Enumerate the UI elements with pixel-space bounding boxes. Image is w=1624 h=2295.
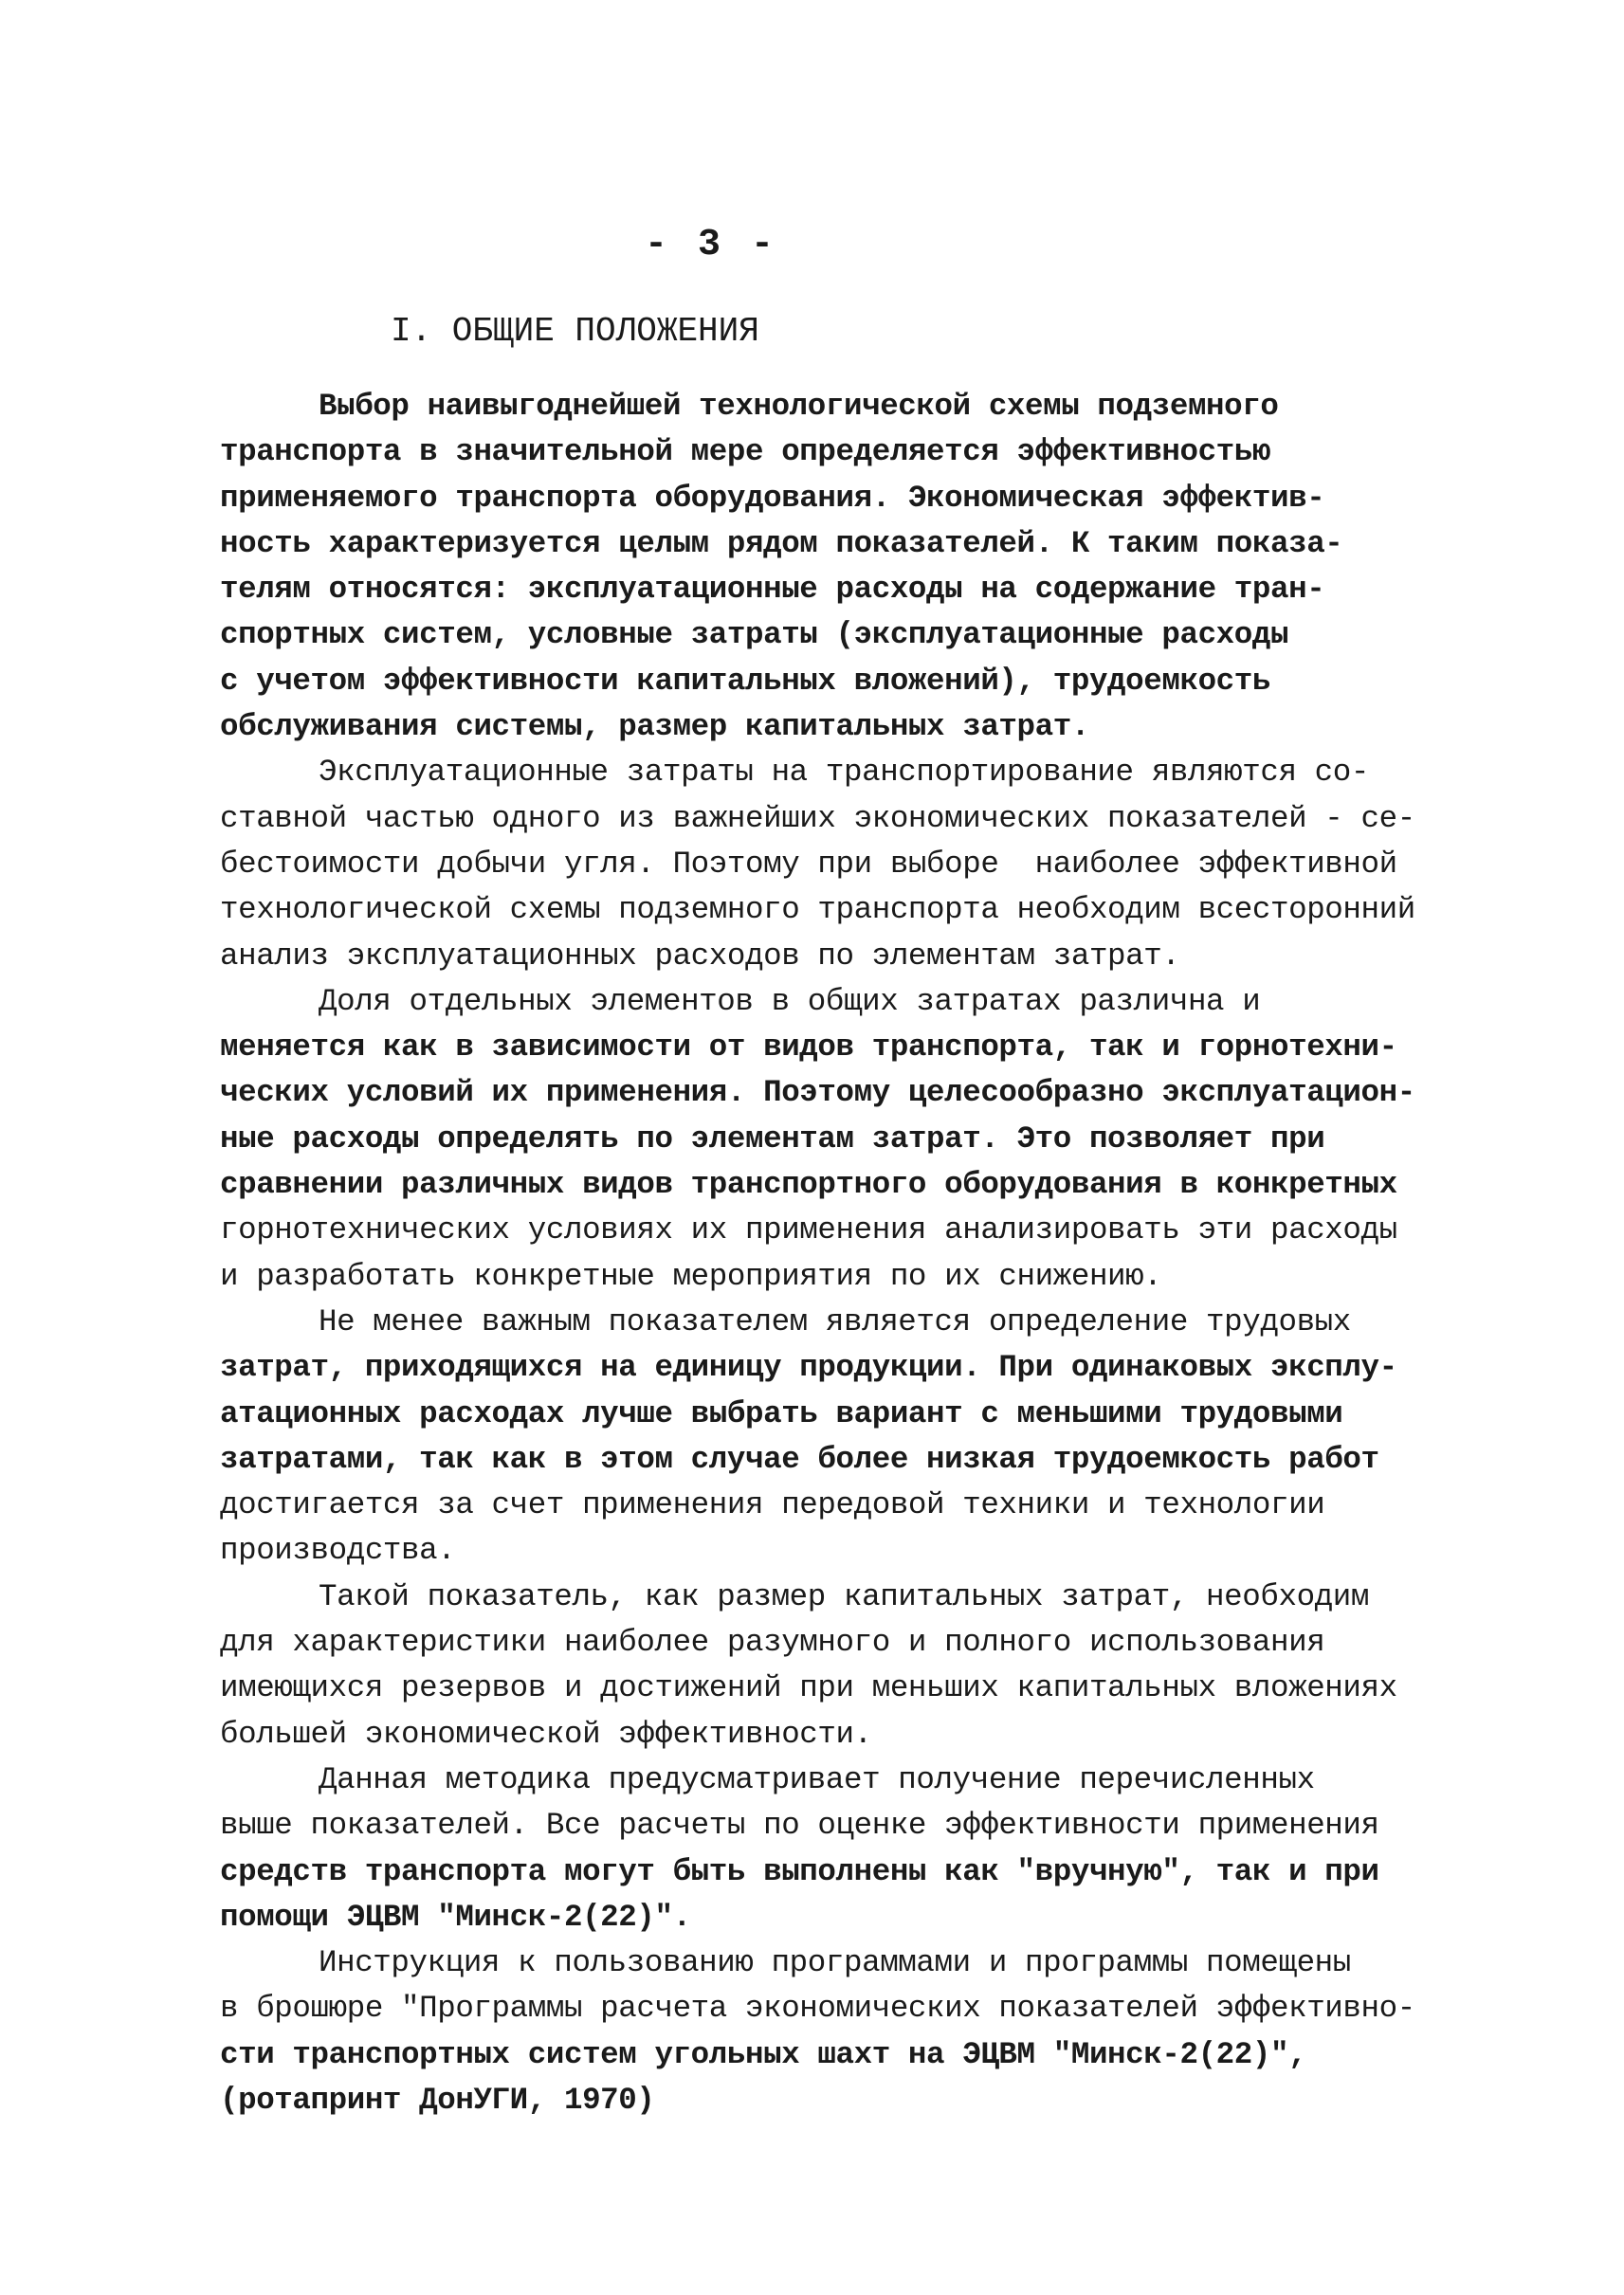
text-line: Выбор наивыгоднейшей технологической схемы подземного [319,389,1279,424]
text-line: производства. [220,1533,456,1569]
text-line: для характеристики наиболее разумного и полного использования [220,1625,1325,1661]
text-line: применяемого транспорта оборудования. Экономическая эффектив- [220,480,1325,516]
text-line: достигается за счет применения передовой техники и технологии [220,1487,1325,1523]
section-heading: I. ОБЩИЕ ПОЛОЖЕНИЯ [391,312,759,351]
text-line: имеющихся резервов и достижений при меньших капитальных вложениях [220,1670,1397,1706]
body-text [220,384,1452,2123]
text-line: (ротапринт ДонУГИ, 1970) [220,2082,655,2118]
text-line: телям относятся: эксплуатационные расходы на содержание тран- [220,572,1325,608]
text-line: ческих условий их применения. Поэтому целесообразно эксплуатацион- [220,1075,1415,1111]
text-line: сравнении различных видов транспортного оборудования в конкретных [220,1167,1397,1203]
text-line: Данная методика предусматривает получение перечисленных [319,1761,1315,1797]
text-line: меняется как в зависимости от видов транспорта, так и горнотехни- [220,1029,1397,1066]
text-line: в брошюре "Программы расчета экономических показателей эффективно- [220,1991,1415,2027]
text-line: спортных систем, условные затраты (эксплуатационные расходы [220,617,1289,653]
text-line: анализ эксплуатационных расходов по элементам затрат. [220,938,1180,974]
text-line: затрат, приходящихся на единицу продукции. При одинаковых эксплу- [220,1350,1397,1386]
text-line: технологической схемы подземного транспорта необходим всесторонний [220,892,1415,928]
text-line: обслуживания системы, размер капитальных затрат. [220,709,1089,745]
text-line: ставной частью одного из важнейших экономических показателей - се- [220,800,1415,836]
text-line: выше показателей. Все расчеты по оценке эффективности применения [220,1808,1379,1844]
text-line: Доля отдельных элементов в общих затратах различна и [319,983,1261,1019]
text-line: помощи ЭЦВМ "Минск-2(22)". [220,1899,691,1935]
text-line: Инструкция к пользованию программами и программы помещены [319,1945,1351,1981]
text-line: Такой показатель, как размер капитальных затрат, необходим [319,1578,1369,1614]
text-line: средств транспорта могут быть выполнены как "вручную", так и при [220,1853,1379,1889]
text-line: большей экономической эффективности. [220,1716,872,1752]
text-line: Эксплуатационные затраты на транспортирование являются со- [319,755,1369,791]
text-line: ность характеризуется целым рядом показателей. К таким показа- [220,525,1343,561]
text-line: затратами, так как в этом случае более низкая трудоемкость работ [220,1441,1379,1477]
page-number: - 3 - [644,224,778,266]
text-line: транспорта в значительной мере определяется эффективностью [220,434,1270,470]
text-line: сти транспортных систем угольных шахт на ЭЦВМ "Минск-2(22)", [220,2036,1307,2072]
text-line: с учетом эффективности капитальных вложений), трудоемкость [220,663,1270,699]
text-line: Не менее важным показателем является определение трудовых [319,1303,1351,1339]
text-line: горнотехнических условиях их применения анализировать эти расходы [220,1212,1397,1248]
text-line: ные расходы определять по элементам затрат. Это позволяет при [220,1120,1325,1157]
text-line: бестоимости добычи угля. Поэтому при выборе наиболее эффективной [220,846,1397,882]
text-line: и разработать конкретные мероприятия по их снижению. [220,1258,1162,1294]
text-line: атационных расходах лучше выбрать вариант с меньшими трудовыми [220,1395,1343,1431]
